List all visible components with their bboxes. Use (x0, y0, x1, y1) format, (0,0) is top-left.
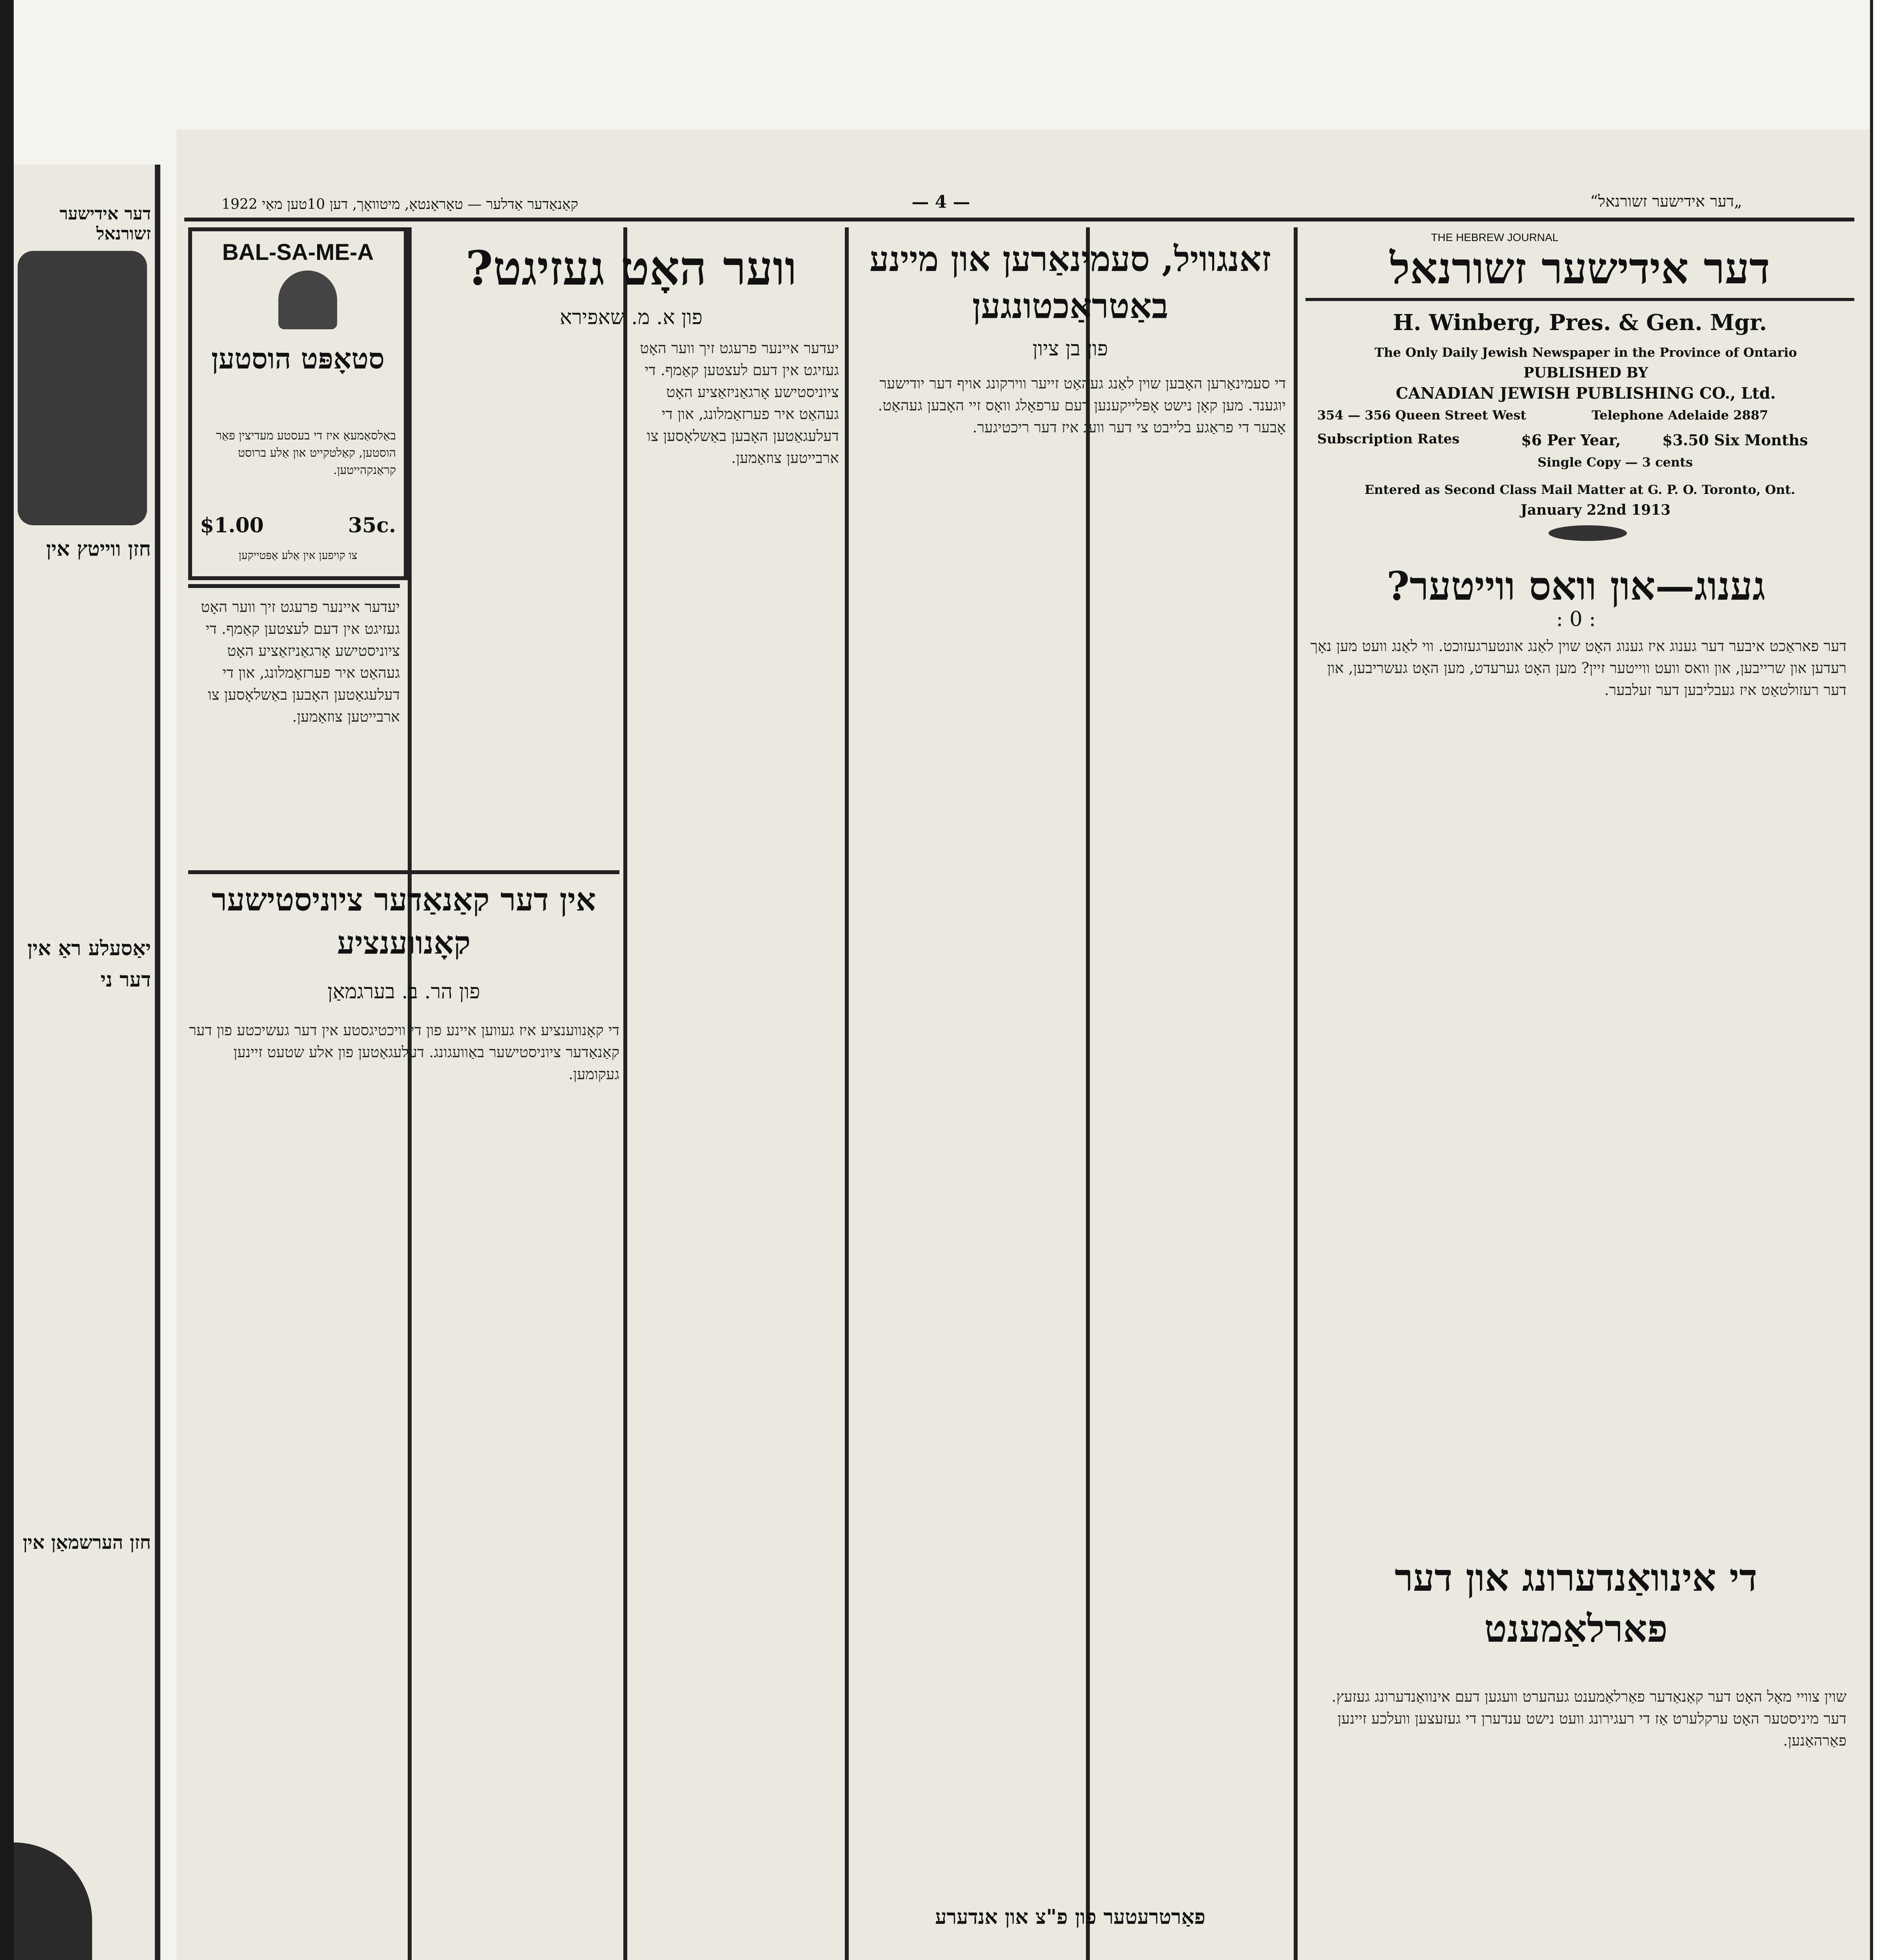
ad-footer: צו קויפען אין אַלע אַפּטייקען (238, 549, 358, 562)
ad-price-large: $1.00 (200, 514, 264, 537)
tagline: The Only Daily Jewish Newspaper in the Province of Ontario (1374, 345, 1797, 360)
article5-top-rule (188, 870, 619, 874)
ad-headline: סטאָפּט הוסטען (211, 342, 385, 375)
article5-body: די קאָנווענציע איז געווען איינע פון די וויכטיגסטע אין דער געשיכטע פון דער קאַנאַדער ציוניסטישער באַוועגונג. דעלעגאַטען פון אלע שטעט זיינען געקומען. (189, 1022, 619, 1083)
article5-byline: פון הר. ב. בערגמאַן (327, 980, 480, 1004)
masthead-rule (1305, 298, 1854, 301)
published-by: PUBLISHED BY (1523, 365, 1648, 381)
article2-title: די אינוואַנדערונג און דער פארלאַמענט (1394, 1555, 1757, 1651)
left-page-illustration (18, 251, 147, 525)
balsamea-advertisement (188, 227, 408, 580)
page-number: — 4 — (911, 192, 970, 212)
year-rate: $6 Per Year, (1521, 431, 1621, 449)
address: 354 — 356 Queen Street West (1317, 408, 1527, 423)
single-copy: Single Copy — 3 cents (1538, 455, 1693, 470)
article2-body: שוין צוויי מאָל האָט דער קאַנאַדער פאַרלאַמענט געהערט וועגען דעם אינוואַנדערונג געזעץ. דער מיניסטער האָט ערקלערט אַז די רעגירונג וועט נישט ענדערן די געזעצען וועלכע זיינען פאַרהאַנען. (1331, 1688, 1846, 1749)
six-month-rate: $3.50 Six Months (1662, 431, 1808, 449)
left-page-heading-2: חזן ווייטץ אין (46, 537, 151, 561)
paper-label: THE HEBREW JOURNAL (1431, 231, 1559, 243)
running-head-left: קאַנאַדער אַדלער — טאָראָנטאָ, מיטוואָך, דען 10טען מאַי 1922 (221, 196, 578, 212)
company: CANADIAN JEWISH PUBLISHING CO., Ltd. (1396, 384, 1776, 403)
masthead-title: דער אידישער זשורנאל (1390, 243, 1770, 294)
article3-byline: פון בן ציון (1032, 337, 1108, 361)
left-page-heading-4: חזן הערשמאַן אין (23, 1532, 151, 1553)
article1-title: גענוג—און וואס ווייטער? (1386, 563, 1766, 609)
column-rule-2 (623, 227, 627, 1960)
phone: Telephone Adelaide 2887 (1592, 408, 1768, 423)
masthead-date: January 22nd 1913 (1520, 502, 1671, 518)
running-head-rule (184, 218, 1854, 221)
left-page-heading-3: יאַסעלע ראַ אין דער ני (27, 936, 151, 992)
column-rule-3 (845, 227, 849, 1960)
ad-brand: BAL-SA-ME-A (222, 240, 374, 265)
article5-title: אין דער קאַנאַדער ציוניסטישער קאָנווענציע (211, 881, 596, 961)
running-head-right: „דער אידישער זשורנאל“ (1590, 192, 1743, 211)
article4-byline: פון א. מ. שאפירא (559, 306, 703, 329)
article1-separator: : 0 : (1556, 608, 1596, 631)
ad-bottom-rule (188, 584, 400, 588)
left-page-divider (155, 165, 160, 1960)
left-scan-edge (0, 0, 14, 1960)
ad-price-small: 35c. (348, 514, 396, 537)
ad-palm-illustration (278, 270, 337, 329)
subscription-label: Subscription Rates (1317, 431, 1460, 447)
article3-body: די סעמינאַרען האָבען שוין לאַנג געהאַט זייער ווירקונג אויף דער יודישער יוגענד. מען קאָן נישט אָפּלייקענען דעם ערפאָלג וואָס זיי האָבען געהאַט. אָבער די פראַגע בלייבט צי דער וועג איז דער ריכטיגער. (878, 375, 1286, 436)
article3-subhead: פאַרטרעטער פון פ"צ און אנדערע (935, 1905, 1205, 1929)
column-rule-5 (1294, 227, 1298, 1960)
column1-upper-body: יעדער איינער פרעגט זיך ווער האָט געזיגט אין דעם לעצטען קאַמף. די ציוניסטישע אָרגאַניזאַציע האָט געהאַט איר פערזאַמלונג, און די דעלעגאַטען האָבען באַשלאָסען צו ארבייטען צוזאַמען. (201, 598, 400, 725)
masthead-ornament (1549, 525, 1627, 541)
article3-title: זאנגוויל, סעמינאַרען און מיינע באַטראַכטונגען (869, 238, 1271, 326)
article1-body: דער פאראַכט איבער דער גענוג איז גענוג האָט שוין לאַנג אונטערגעזוכט. ווי לאַנג וועט מען נאָך רעדען און שרייבען, און וואס וועט ווייטער זיין? מען האָט גערעדט, מען האָט געשריבען, און דער רעזולטאַט איז געבליבען דער זעלבער. (1310, 637, 1846, 699)
article4-body: יעדער איינער פרעגט זיך ווער האָט געזיגט אין דעם לעצטען קאַמף. די ציוניסטישע אָרגאַניזאַציע האָט געהאַט איר פערזאַמלונג, און די דעלעגאַטען האָבען באַשלאָסען צו ארבייטען צוזאַמען. (640, 339, 839, 466)
left-page-heading-1: דער אידישער זשורנאל (59, 204, 151, 244)
entered-notice: Entered as Second Class Mail Matter at G. P. O. Toronto, Ont. (1364, 482, 1796, 497)
publisher: H. Winberg, Pres. & Gen. Mgr. (1392, 310, 1767, 336)
right-scan-edge (1870, 0, 1899, 1960)
ad-text: באַלסאַמעאַ איז די בעסטע מעדיצין פאַר הוסטען, קאַלטקייט און אַלע ברוסט קראַנקהייטען. (216, 429, 396, 477)
article4-title: ווער האָט געזיגט? (465, 241, 797, 296)
